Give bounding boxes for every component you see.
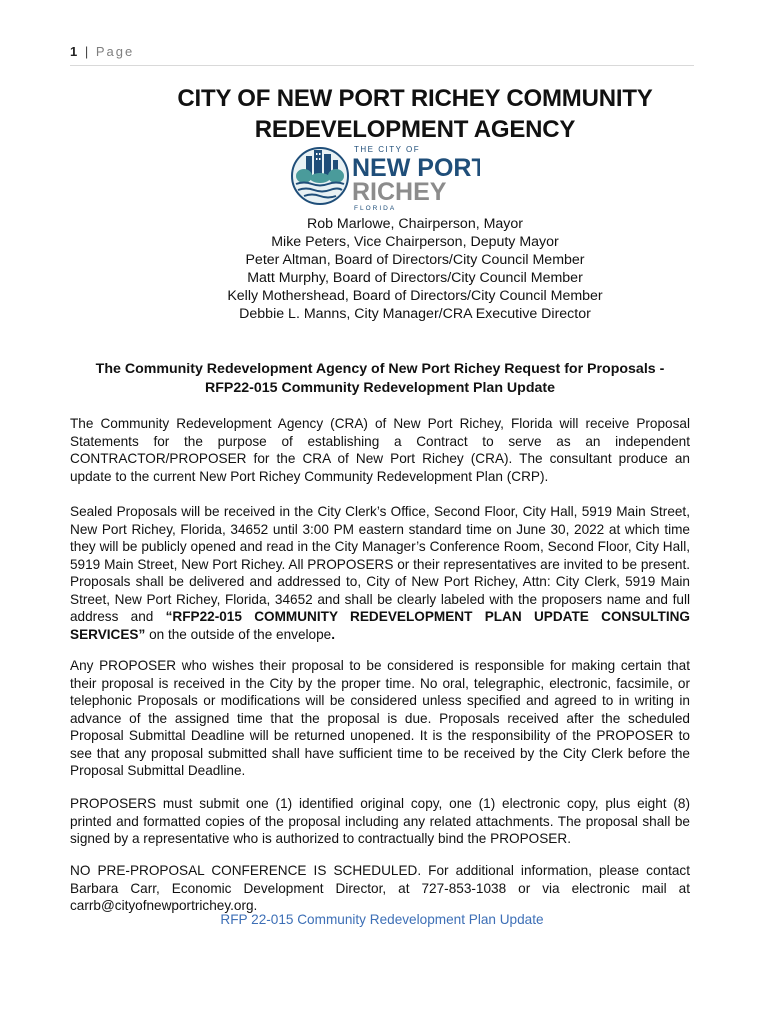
city-logo	[290, 140, 480, 212]
page-word: Page	[95, 44, 135, 59]
title-line-1: CITY OF NEW PORT RICHEY COMMUNITY	[177, 85, 653, 112]
official-2: Mike Peters, Vice Chairperson, Deputy Mayor	[271, 234, 559, 250]
page-number: 1	[70, 44, 79, 59]
official-6: Debbie L. Manns, City Manager/CRA Executive Director	[239, 306, 591, 322]
title-line-2: REDEVELOPMENT AGENCY	[254, 116, 576, 143]
logo-state-text: FLORIDA	[354, 205, 397, 212]
paragraph-submission-end: on the outside of the envelope	[145, 626, 332, 642]
rfp-heading-line-1: The Community Redevelopment Agency of New Port Richey Request for Proposals -	[95, 361, 665, 377]
official-4: Matt Murphy, Board of Directors/City Council Member	[247, 270, 583, 286]
official-3: Peter Altman, Board of Directors/City Council Member	[245, 252, 585, 268]
page-footer: RFP 22-015 Community Redevelopment Plan Update	[220, 912, 544, 927]
paragraph-responsibility: Any PROPOSER who wishes their proposal to be considered is responsible for making certain that their proposal is received in the City by the proper time. No oral, telegraphic, electronic, facsimile, or telephonic Proposals or modifications will be considered unless specified and agreed to in writing in advance of the assigned time that the proposal is due. Proposals received after the scheduled Proposal Submittal Deadline will be returned unopened. It is the responsibility of the PROPOSER to see that any proposal submitted shall have sufficient time to be received by the City Clerk before the Proposal Submittal Deadline.	[70, 658, 690, 778]
paragraph-submission-period: .	[331, 626, 336, 642]
rfp-heading	[70, 360, 690, 398]
official-5: Kelly Mothershead, Board of Directors/City Council Member	[227, 288, 603, 304]
page-header	[70, 44, 694, 66]
paragraph-contact: NO PRE-PROPOSAL CONFERENCE IS SCHEDULED. For additional information, please contact Barbara Carr, Economic Development Director, at 727-853-1038 or via electronic mail at carrb@cityofnewportrichey.org.	[70, 863, 690, 913]
city-logo-mark	[290, 140, 480, 212]
paragraph-submission	[70, 503, 690, 643]
official-1: Rob Marlowe, Chairperson, Mayor	[306, 216, 524, 232]
paragraph-copies: PROPOSERS must submit one (1) identified original copy, one (1) electronic copy, plus eight (8) printed and formatted copies of the proposal including any related attachments. The proposal shall be signed by a representative who is authorized to contractually bind the PROPOSER.	[70, 796, 690, 846]
page-separator: |	[84, 44, 90, 59]
paragraph-submission-label: “RFP22-015 COMMUNITY REDEVELOPMENT PLAN UPDATE CONSULTING SERVICES”	[70, 609, 690, 642]
logo-top-text: THE CITY OF	[354, 145, 421, 154]
officials-list	[70, 215, 760, 323]
logo-sub-text: RICHEY	[352, 178, 447, 206]
logo-main-text: NEW PORT	[352, 154, 480, 182]
rfp-heading-line-2: RFP22-015 Community Redevelopment Plan Update	[204, 380, 556, 396]
document-title	[70, 83, 760, 145]
paragraph-submission-text: Sealed Proposals will be received in the City Clerk’s Office, Second Floor, City Hall, 5919 Main Street, New Port Richey, Florida, 34652 until 3:00 PM eastern standard time on June 30, 2022 at which time they will be publicly opened and read in the City Manager’s Conference Room, Second Floor, City Hall, 5919 Main Street, New Port Richey. All PROPOSERS or their representatives are invited to be present. Proposals shall be delivered and addressed to, City of New Port Richey, Attn: City Clerk, 5919 Main Street, New Port Richey, Florida, 34652 and shall be clearly labeled with the proposers name and full address and	[70, 504, 690, 624]
paragraph-intro: The Community Redevelopment Agency (CRA) of New Port Richey, Florida will receive Proposal Statements for the purpose of establishing a Contract to serve as an independent CONTRACTOR/PROPOSER for the CRA of New Port Richey (CRA). The consultant produce an update to the current New Port Richey Community Redevelopment Plan (CRP).	[70, 416, 690, 484]
